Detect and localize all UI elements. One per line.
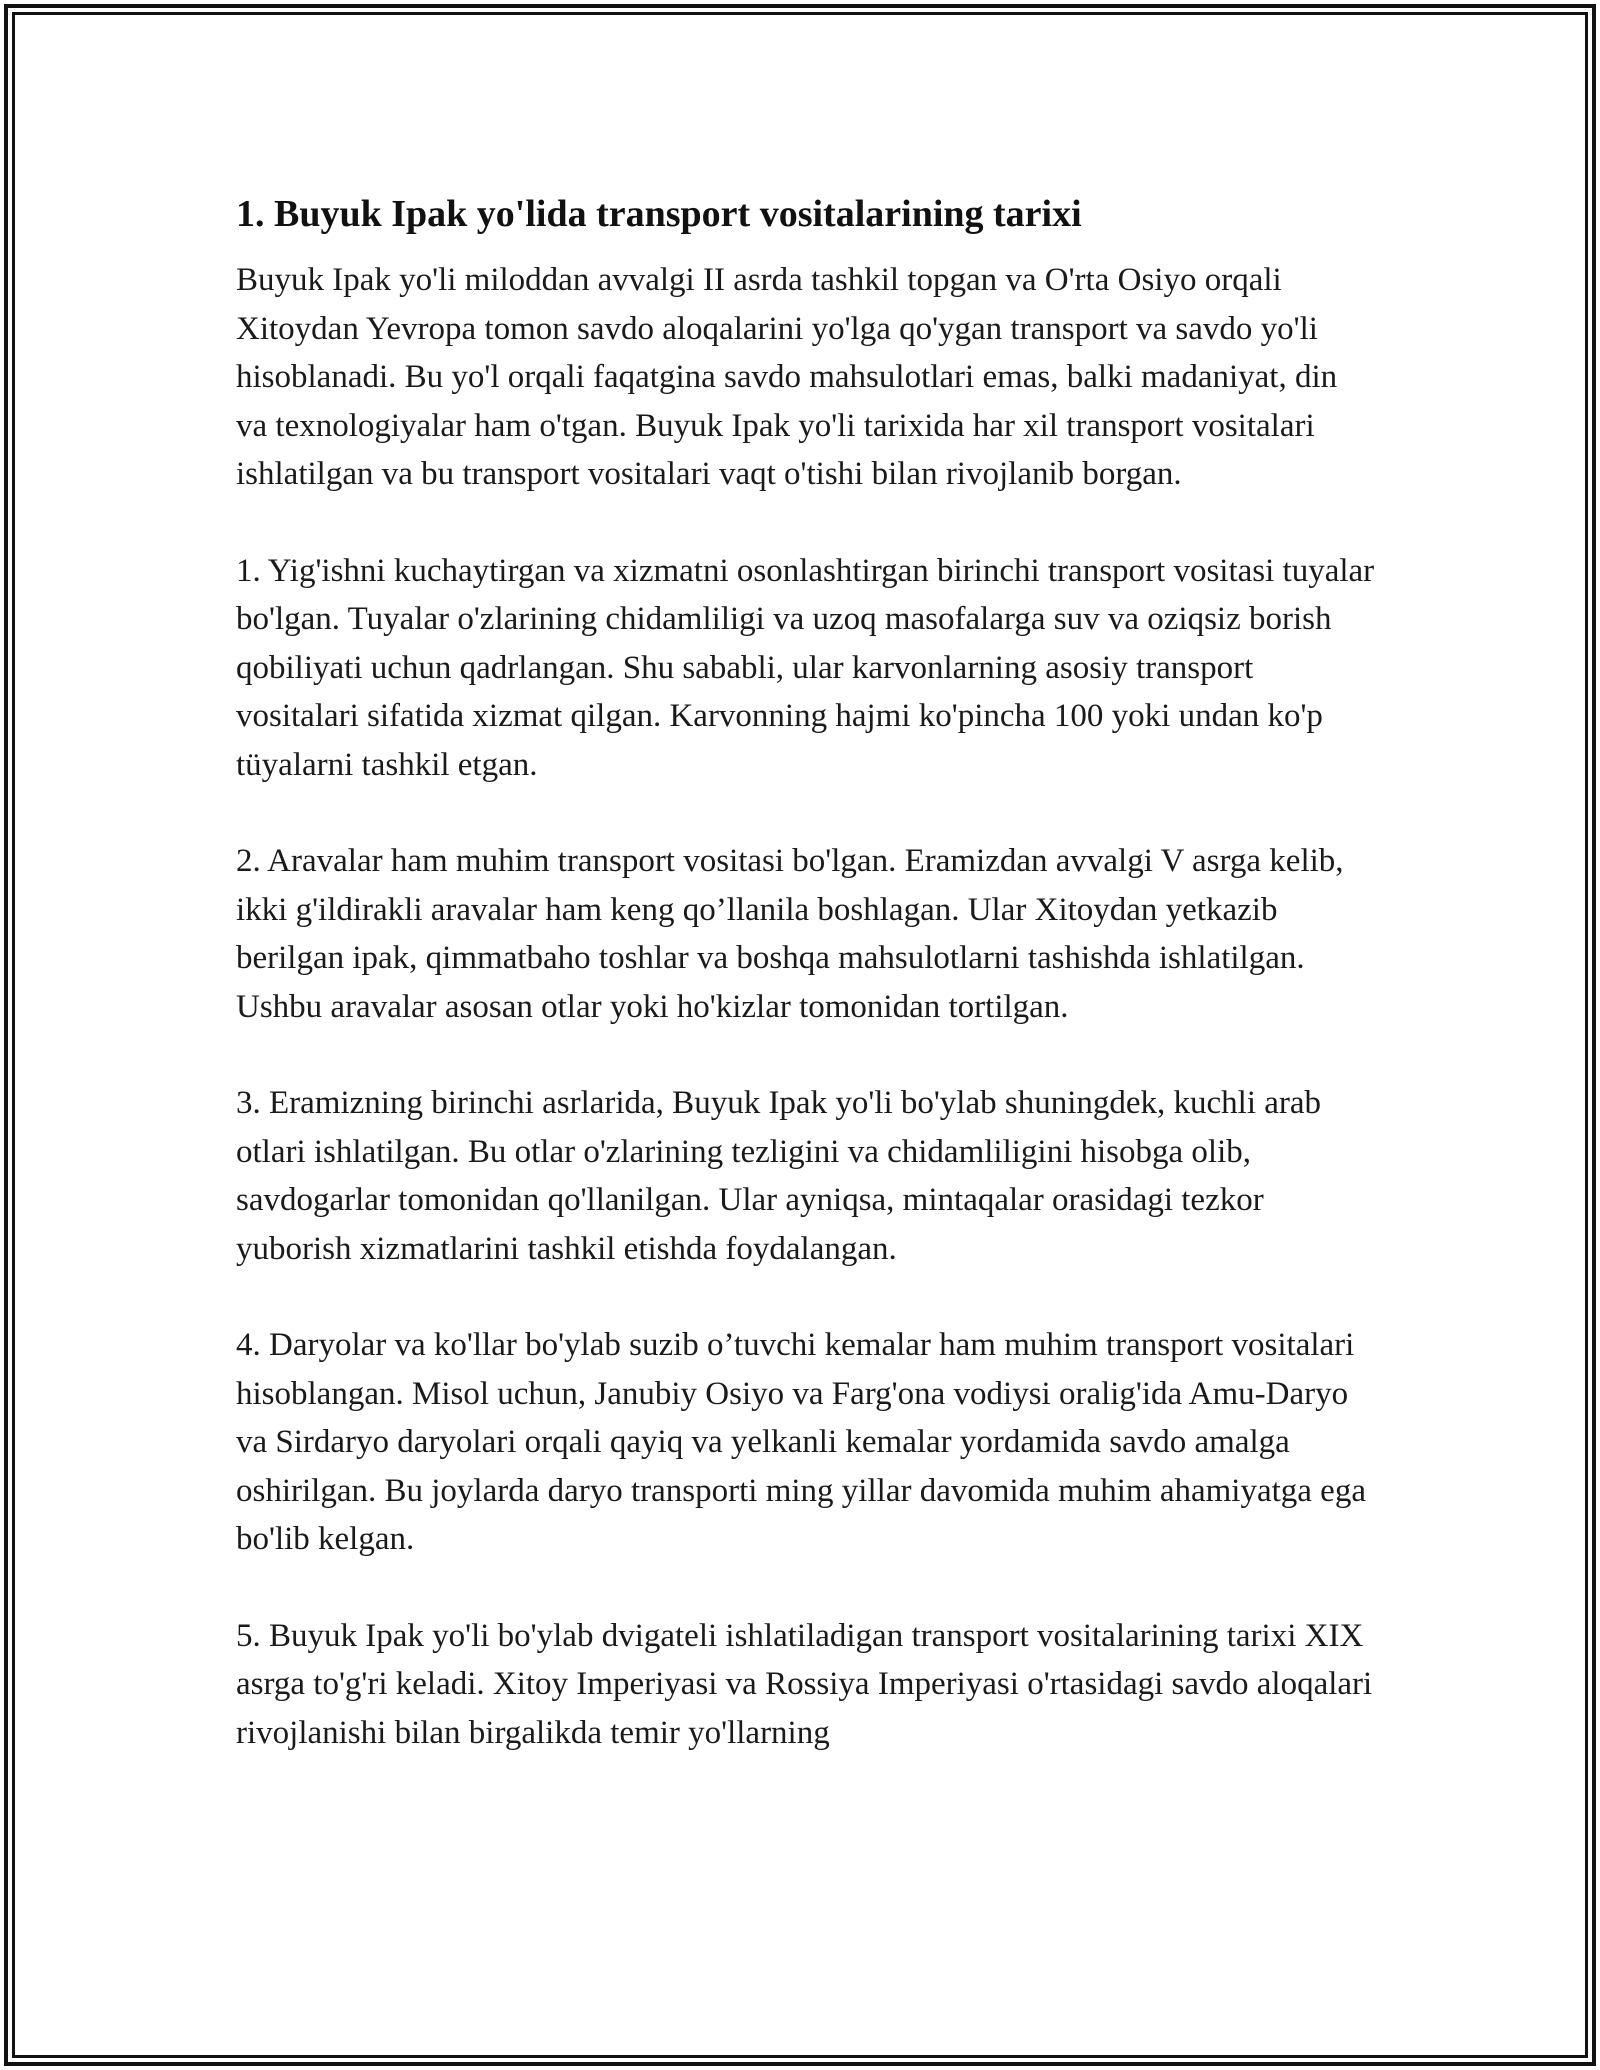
paragraph-railways: 5. Buyuk Ipak yo'li bo'ylab dvigateli ishlatiladigan transport vositalarining tarixi XIX asrga to'g'ri keladi. Xitoy Imperiyasi va Rossiya Imperiyasi o'rtasidagi savdo aloqalari rivojlanishi bilan birgalikda temir yo'llarning xyxy=(236,1617,1373,1751)
paragraph-ships: 4. Daryolar va ko'llar bo'ylab suzib o’tuvchi kemalar ham muhim transport vositalari hisoblangan. Misol uchun, Janubiy Osiyo va Farg'ona vodiysi oralig'ida Amu-Daryo va Sirdaryo daryolari orqali qayiq va yelkanli kemalar yordamida savdo amalga oshirilgan. Bu joylarda daryo transporti ming yillar davomida muhim ahamiyatga ega bo'lib kelgan. xyxy=(236,1327,1366,1557)
paragraph-camels: 1. Yig'ishni kuchaytirgan va xizmatni osonlashtirgan birinchi transport vositasi tuyalar bo'lgan. Tuyalar o'zlarining chidamliligi va uzoq masofalarga suv va oziqsiz borish qobiliyati uchun qadrlangan. Shu sababli, ular karvonlarning asosiy transport vositalari sifatida xizmat qilgan. Karvonning hajmi ko'pincha 100 yoki undan ko'p tüyalarni tashkil etgan. xyxy=(236,552,1375,783)
paragraph-carts: 2. Aravalar ham muhim transport vositasi bo'lgan. Eramizdan avvalgi V asrga kelib, ikki g'ildirakli aravalar ham keng qo’llanila boshlagan. Ular Xitoydan yetkazib berilgan ipak, qimmatbaho toshlar va boshqa mahsulotlarni tashishda ishlatilgan. Ushbu aravalar asosan otlar yoki ho'kizlar tomonidan tortilgan. xyxy=(236,843,1344,1025)
section-heading: 1. Buyuk Ipak yo'lida transport vositalarining tarixi xyxy=(236,193,1082,235)
paragraph-horses: 3. Eramizning birinchi asrlarida, Buyuk Ipak yo'li bo'ylab shuningdek, kuchli arab otlari ishlatilgan. Bu otlar o'zlarining tezligini va chidamliligini hisobga olib, savdogarlar tomonidan qo'llanilgan. Ular ayniqsa, mintaqalar orasidagi tezkor yuborish xizmatlarini tashkil etishda foydalangan. xyxy=(236,1085,1322,1267)
intro-paragraph: Buyuk Ipak yo'li miloddan avvalgi II asrda tashkil topgan va O'rta Osiyo orqali Xitoydan Yevropa tomon savdo aloqalarini yo'lga qo'ygan transport va savdo yo'li hisoblanadi. Bu yo'l orqali faqatgina savdo mahsulotlari emas, balki madaniyat, din va texnologiyalar ham o'tgan. Buyuk Ipak yo'li tarixida har xil transport vositalari ishlatilgan va bu transport vositalari vaqt o'tishi bilan rivojlanib borgan. xyxy=(236,262,1338,492)
document-body xyxy=(236,186,1376,1805)
